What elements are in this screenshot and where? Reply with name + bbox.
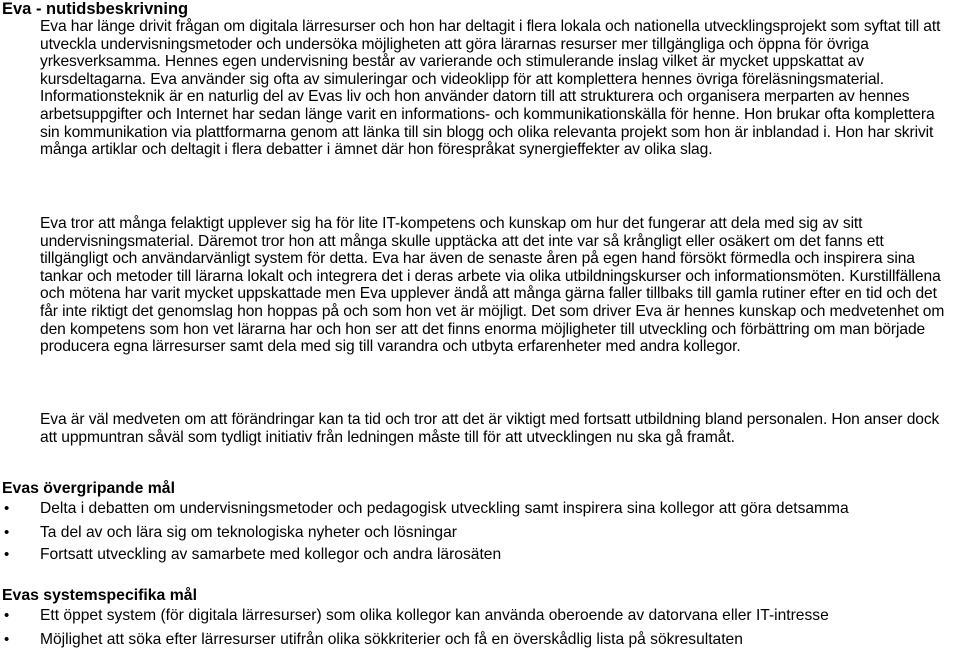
overall-goals-list: [0, 500, 960, 564]
heading-overall-goals: Evas övergripande mål: [2, 480, 175, 497]
heading-system-goals: Evas systemspecifika mål: [2, 587, 197, 604]
bullet-icon: •: [4, 523, 10, 541]
bullet-icon: •: [4, 607, 10, 624]
list-item-text: Ta del av och lära sig om teknologiska nyheter och lösningar: [40, 523, 457, 541]
paragraph-intro: Eva har länge drivit frågan om digitala lärresurser och hon har deltagit i flera lokala och nationella utvecklingsprojekt som syftat till att utveckla undervisningsmetoder och undersöka möjligheten att göra lärarnas resurser mer tillgängliga och öppna för övriga yrkesverksamma. Hennes egen undervisning består av varierande och stimulerande inslag vilket är mycket uppskattat av kursdeltagarna. Eva använder sig ofta av simuleringar och videoklipp för att komplettera hennes övriga föreläsningsmaterial. Informationsteknik är en naturlig del av Evas liv och hon använder datorn till att strukturera och organisera merparten av hennes arbetsuppgifter och Internet har sedan länge varit en informations- och kommunikationskälla för henne. Hon brukar ofta komplettera sin kommunikation via plattformarna genom att länka till sin blogg och olika relevanta projekt som hon är inblandad i. Hon har skrivit många artiklar och deltagit i flera debatter i ämnet där hon förespråkat synergieffekter av olika slag.: [40, 18, 941, 159]
bullet-icon: •: [4, 630, 10, 648]
list-item-text: Ett öppet system (för digitala lärresurser) som olika kollegor kan använda oberoende av datorvana eller IT-intresse: [40, 607, 829, 624]
paragraph-beliefs: Eva tror att många felaktigt upplever sig ha för lite IT-kompetens och kunskap om hur det fungerar att dela med sig av sitt undervisningsmaterial. Däremot tror hon att många skulle upptäcka att det inte var så krångligt eller osäkert om det fanns ett tillgängligt och användarvänligt system för detta. Eva har även de senaste åren på egen hand försökt förmedla och inspirera sina tankar och metoder till lärarna lokalt och integrera det i deras arbete via olika utbildningskurser och informationsmöten. Kurstillfällena och mötena har varit mycket uppskattade men Eva upplever ändå att många gärna faller tillbaks till gamla rutiner efter en tid och det får inte riktigt det genomslag hon hoppas på och som hon vet är möjligt. Det som driver Eva är hennes kunskap och medvetenhet om den kompetens som hon vet lärarna har och hon ser att det finns enorma möjligheter till utveckling och förbättring om man började producera egna lärresurser samt dela med sig till varandra och utbyta erfarenheter med andra kollegor.: [40, 215, 945, 356]
list-item-text: Fortsatt utveckling av samarbete med kollegor och andra lärosäten: [40, 546, 502, 564]
list-item: [0, 500, 956, 518]
list-item: [0, 607, 956, 625]
list-item-text: Möjlighet att söka efter lärresurser utifrån olika sökkriterier och få en överskådlig lista på sökresultaten: [40, 630, 743, 648]
bullet-icon: •: [4, 546, 10, 564]
list-item: [0, 524, 956, 542]
paragraph-change: Eva är väl medveten om att förändringar kan ta tid och tror att det är viktigt med fortsatt utbildning bland personalen. Hon anser dock att uppmuntran såväl som tydligt initiativ från ledningen måste till för att utvecklingen nu ska gå framåt.: [40, 411, 940, 446]
list-item: [0, 546, 956, 564]
document-title: Eva - nutidsbeskrivning: [2, 0, 189, 18]
list-item-text: Delta i debatten om undervisningsmetoder och pedagogisk utveckling samt inspirera sina kollegor att göra detsamma: [40, 500, 849, 517]
bullet-icon: •: [4, 500, 10, 517]
system-goals-list: [0, 607, 960, 648]
list-item: [0, 631, 956, 649]
